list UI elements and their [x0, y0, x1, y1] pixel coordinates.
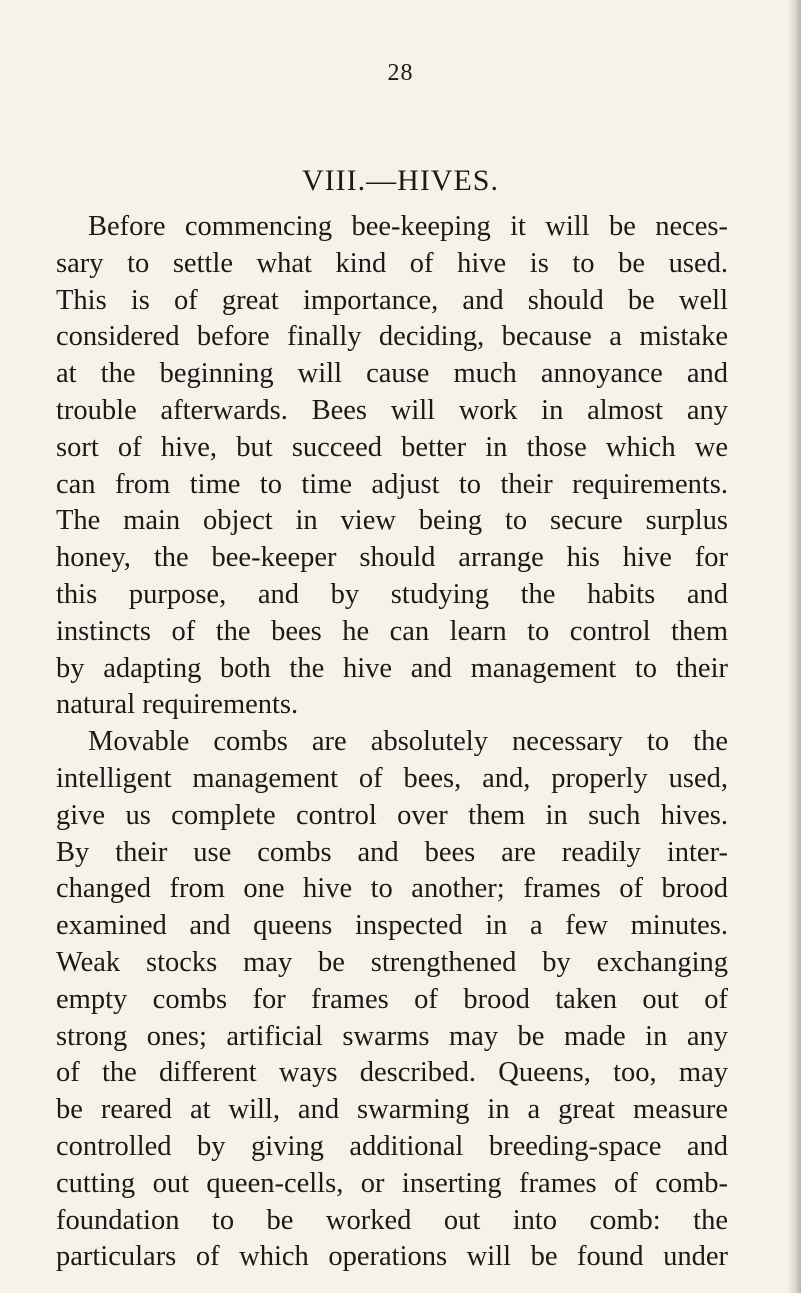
- paragraph-1-line-12: instincts of the bees he can learn to control them: [56, 615, 728, 647]
- paragraph-2-line-1: Movable combs are absolutely necessary to the: [88, 726, 728, 758]
- paragraph-2-line-11: be reared at will, and swarming in a great measure: [56, 1094, 728, 1126]
- paragraph-2-line-13: cutting out queen-cells, or inserting frames of comb-: [56, 1167, 728, 1199]
- chapter-title: VIII.—HIVES.: [302, 164, 499, 197]
- paragraph-1-line-13: by adapting both the hive and management to their: [56, 652, 728, 684]
- body-text: [56, 209, 728, 1276]
- paragraph-1-line-6: trouble afterwards. Bees will work in almost any: [56, 394, 728, 426]
- paragraph-2-line-3: give us complete control over them in such hives.: [56, 799, 728, 831]
- paragraph-1-line-4: considered before finally deciding, because a mistake: [56, 321, 728, 353]
- paragraph-2-line-5: changed from one hive to another; frames of brood: [56, 873, 728, 905]
- paragraph-1-line-2: sary to settle what kind of hive is to be used.: [56, 247, 728, 279]
- paragraph-2-line-12: controlled by giving additional breeding-space and: [56, 1130, 728, 1162]
- page-number: 28: [387, 60, 414, 86]
- paragraph-2-line-4: By their use combs and bees are readily inter-: [56, 836, 728, 868]
- paragraph-1-line-3: This is of great importance, and should be well: [56, 284, 728, 316]
- paragraph-2-line-10: of the different ways described. Queens, too, may: [56, 1057, 728, 1089]
- paragraph-1-line-14: natural requirements.: [56, 689, 299, 721]
- paragraph-1-line-7: sort of hive, but succeed better in those which we: [56, 431, 728, 463]
- paragraph-2-line-8: empty combs for frames of brood taken out of: [56, 983, 728, 1015]
- paragraph-1-line-9: The main object in view being to secure surplus: [56, 505, 728, 537]
- paragraph-1-line-8: can from time to time adjust to their requirements.: [56, 468, 728, 500]
- paragraph-2-line-9: strong ones; artificial swarms may be made in any: [56, 1020, 728, 1052]
- paragraph-1-line-10: honey, the bee-keeper should arrange his hive for: [56, 542, 728, 574]
- paragraph-2-line-15: particulars of which operations will be found under: [56, 1241, 728, 1273]
- paragraph-2-line-6: examined and queens inspected in a few minutes.: [56, 910, 728, 942]
- paragraph-1-line-1: Before commencing bee-keeping it will be neces-: [88, 211, 728, 242]
- paragraph-1-line-11: this purpose, and by studying the habits and: [56, 578, 728, 610]
- paragraph-2-line-2: intelligent management of bees, and, properly used,: [56, 762, 728, 794]
- paragraph-2-line-7: Weak stocks may be strengthened by exchanging: [56, 946, 728, 978]
- paragraph-1-line-5: at the beginning will cause much annoyance and: [56, 358, 728, 390]
- paragraph-2-line-14: foundation to be worked out into comb: the: [56, 1204, 728, 1236]
